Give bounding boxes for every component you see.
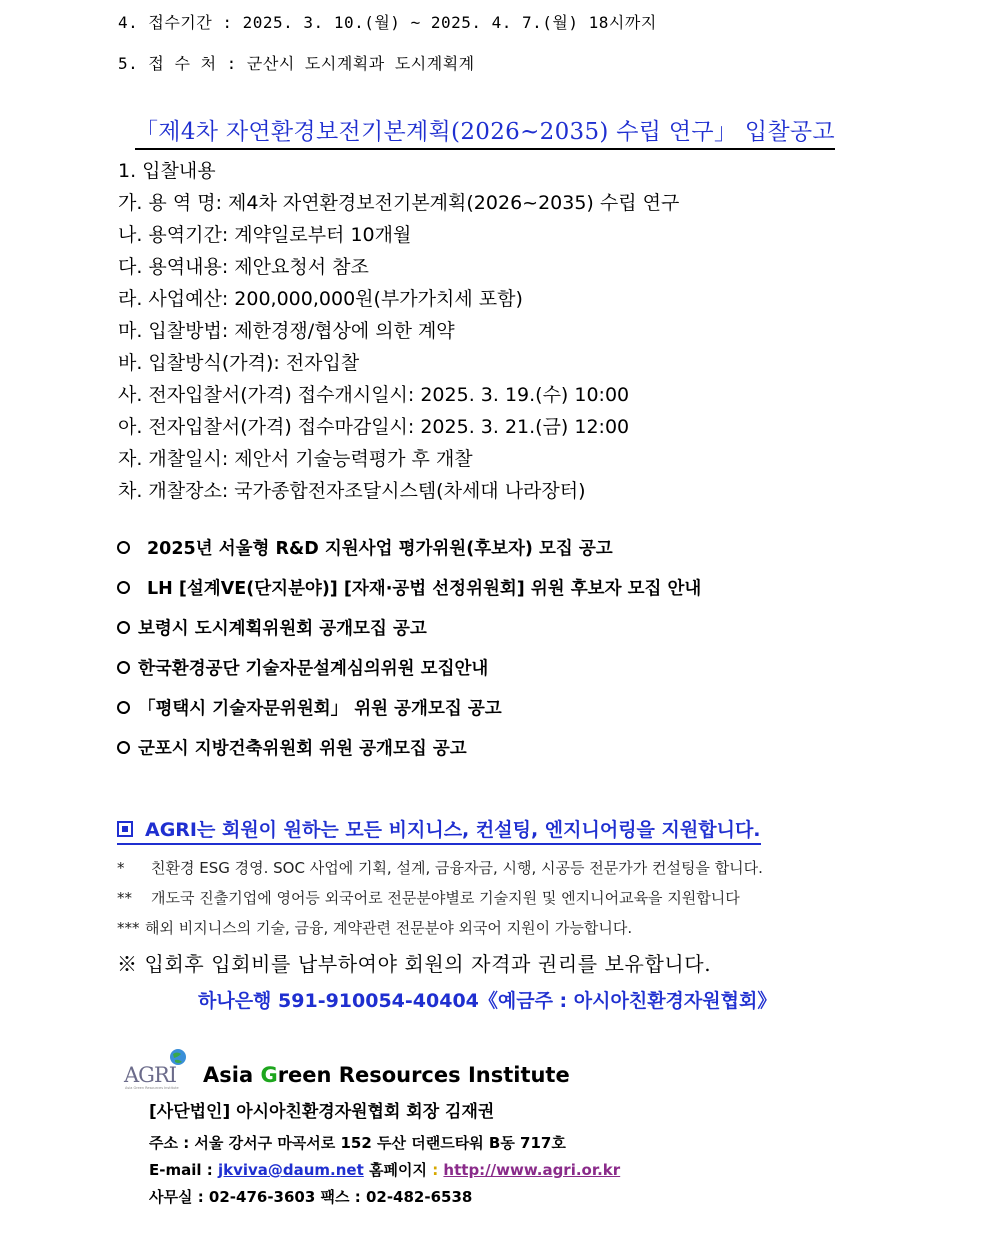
bid-item: 가. 용 역 명: 제4차 자연환경보전기본계획(2026~2035) 수립 연구 [118, 192, 680, 214]
circle-bullet-icon [117, 581, 130, 594]
bid-item: 마. 입찰방법: 제한경쟁/협상에 의한 계약 [118, 320, 455, 342]
announcement-item: 한국환경공단 기술자문설계심의위원 모집안내 [117, 655, 488, 680]
globe-icon [123, 1048, 189, 1090]
bid-item: 1. 입찰내용 [118, 160, 216, 182]
membership-notice: ※ 입회후 입회비를 납부하여야 회원의 자격과 권리를 보유합니다. [117, 952, 712, 976]
bid-item: 라. 사업예산: 200,000,000원(부가가치세 포함) [118, 288, 523, 310]
circle-bullet-icon [117, 661, 130, 674]
homepage-link[interactable]: http://www.agri.or.kr [443, 1161, 621, 1179]
agri-headline: AGRI는 회원이 원하는 모든 비지니스, 컨설팅, 엔지니어링을 지원합니다. [117, 815, 761, 845]
org-name: [사단법인] 아시아친환경자원협회 회장 김재권 [149, 1102, 495, 1122]
agri-note: * 친환경 ESG 경영. SOC 사업에 기획, 설계, 금융자금, 시행, 시공등 전문가가 컨설팅을 합니다. [117, 859, 763, 877]
phone-fax: 사무실 : 02-476-3603 팩스 : 02-482-6538 [149, 1188, 473, 1206]
logo-subtext: Asia Green Resources Institute [125, 1086, 179, 1090]
agri-note: ** 개도국 진출기업에 영어등 외국어로 전문분야별로 기술지원 및 엔지니어교육을 지원합니다 [117, 889, 740, 907]
announcement-item: 「평택시 기술자문위원회」 위원 공개모집 공고 [117, 695, 502, 720]
agri-note: *** 해외 비지니스의 기술, 금융, 계약관련 전문분야 외국어 지원이 가능합니다. [117, 919, 633, 937]
announcement-item: 보령시 도시계획위원회 공개모집 공고 [117, 615, 427, 640]
address: 주소 : 서울 강서구 마곡서로 152 두산 더랜드타워 B동 717호 [149, 1134, 566, 1152]
circle-bullet-icon [117, 741, 130, 754]
logo-wordmark: AGRI [124, 1063, 177, 1087]
reception-period: 4. 접수기간 : 2025. 3. 10.(월) ~ 2025. 4. 7.(월) 18시까지 [118, 13, 657, 32]
email-link[interactable]: jkviva@daum.net [217, 1161, 364, 1179]
bid-item: 사. 전자입찰서(가격) 접수개시일시: 2025. 3. 19.(수) 10:00 [118, 384, 630, 406]
contact-line: E-mail : jkviva@daum.net 홈페이지 : http://www.agri.or.kr [149, 1161, 621, 1179]
bid-item: 자. 개찰일시: 제안서 기술능력평가 후 개찰 [118, 448, 473, 470]
agri-logo [123, 1048, 189, 1090]
circle-bullet-icon [117, 621, 130, 634]
circle-bullet-icon [117, 541, 130, 554]
announcement-item: LH [설계VE(단지분야)] [자재·공법 선정위원회] 위원 후보자 모집 안내 [117, 575, 701, 600]
bid-item: 다. 용역내용: 제안요청서 참조 [118, 256, 369, 278]
bid-item: 아. 전자입찰서(가격) 접수마감일시: 2025. 3. 21.(금) 12:00 [118, 416, 630, 438]
institute-name: Asia Green Resources Institute [203, 1063, 570, 1087]
bid-notice-title: 「제4차 자연환경보전기본계획(2026~2035) 수립 연구」 입찰공고 [135, 113, 835, 150]
reception-place: 5. 접 수 처 : 군산시 도시계획과 도시계획계 [118, 54, 475, 73]
announcement-item: 2025년 서울형 R&D 지원사업 평가위원(후보자) 모집 공고 [117, 535, 613, 560]
bid-item: 나. 용역기간: 계약일로부터 10개월 [118, 224, 412, 246]
announcement-item: 군포시 지방건축위원회 위원 공개모집 공고 [117, 735, 467, 760]
bank-account: 하나은행 591-910054-40404《예금주 : 아시아친환경자원협회》 [198, 990, 777, 1012]
bid-item: 바. 입찰방식(가격): 전자입찰 [118, 352, 360, 374]
square-bullet-icon [117, 821, 133, 837]
circle-bullet-icon [117, 701, 130, 714]
bid-item: 차. 개찰장소: 국가종합전자조달시스템(차세대 나라장터) [118, 480, 586, 502]
